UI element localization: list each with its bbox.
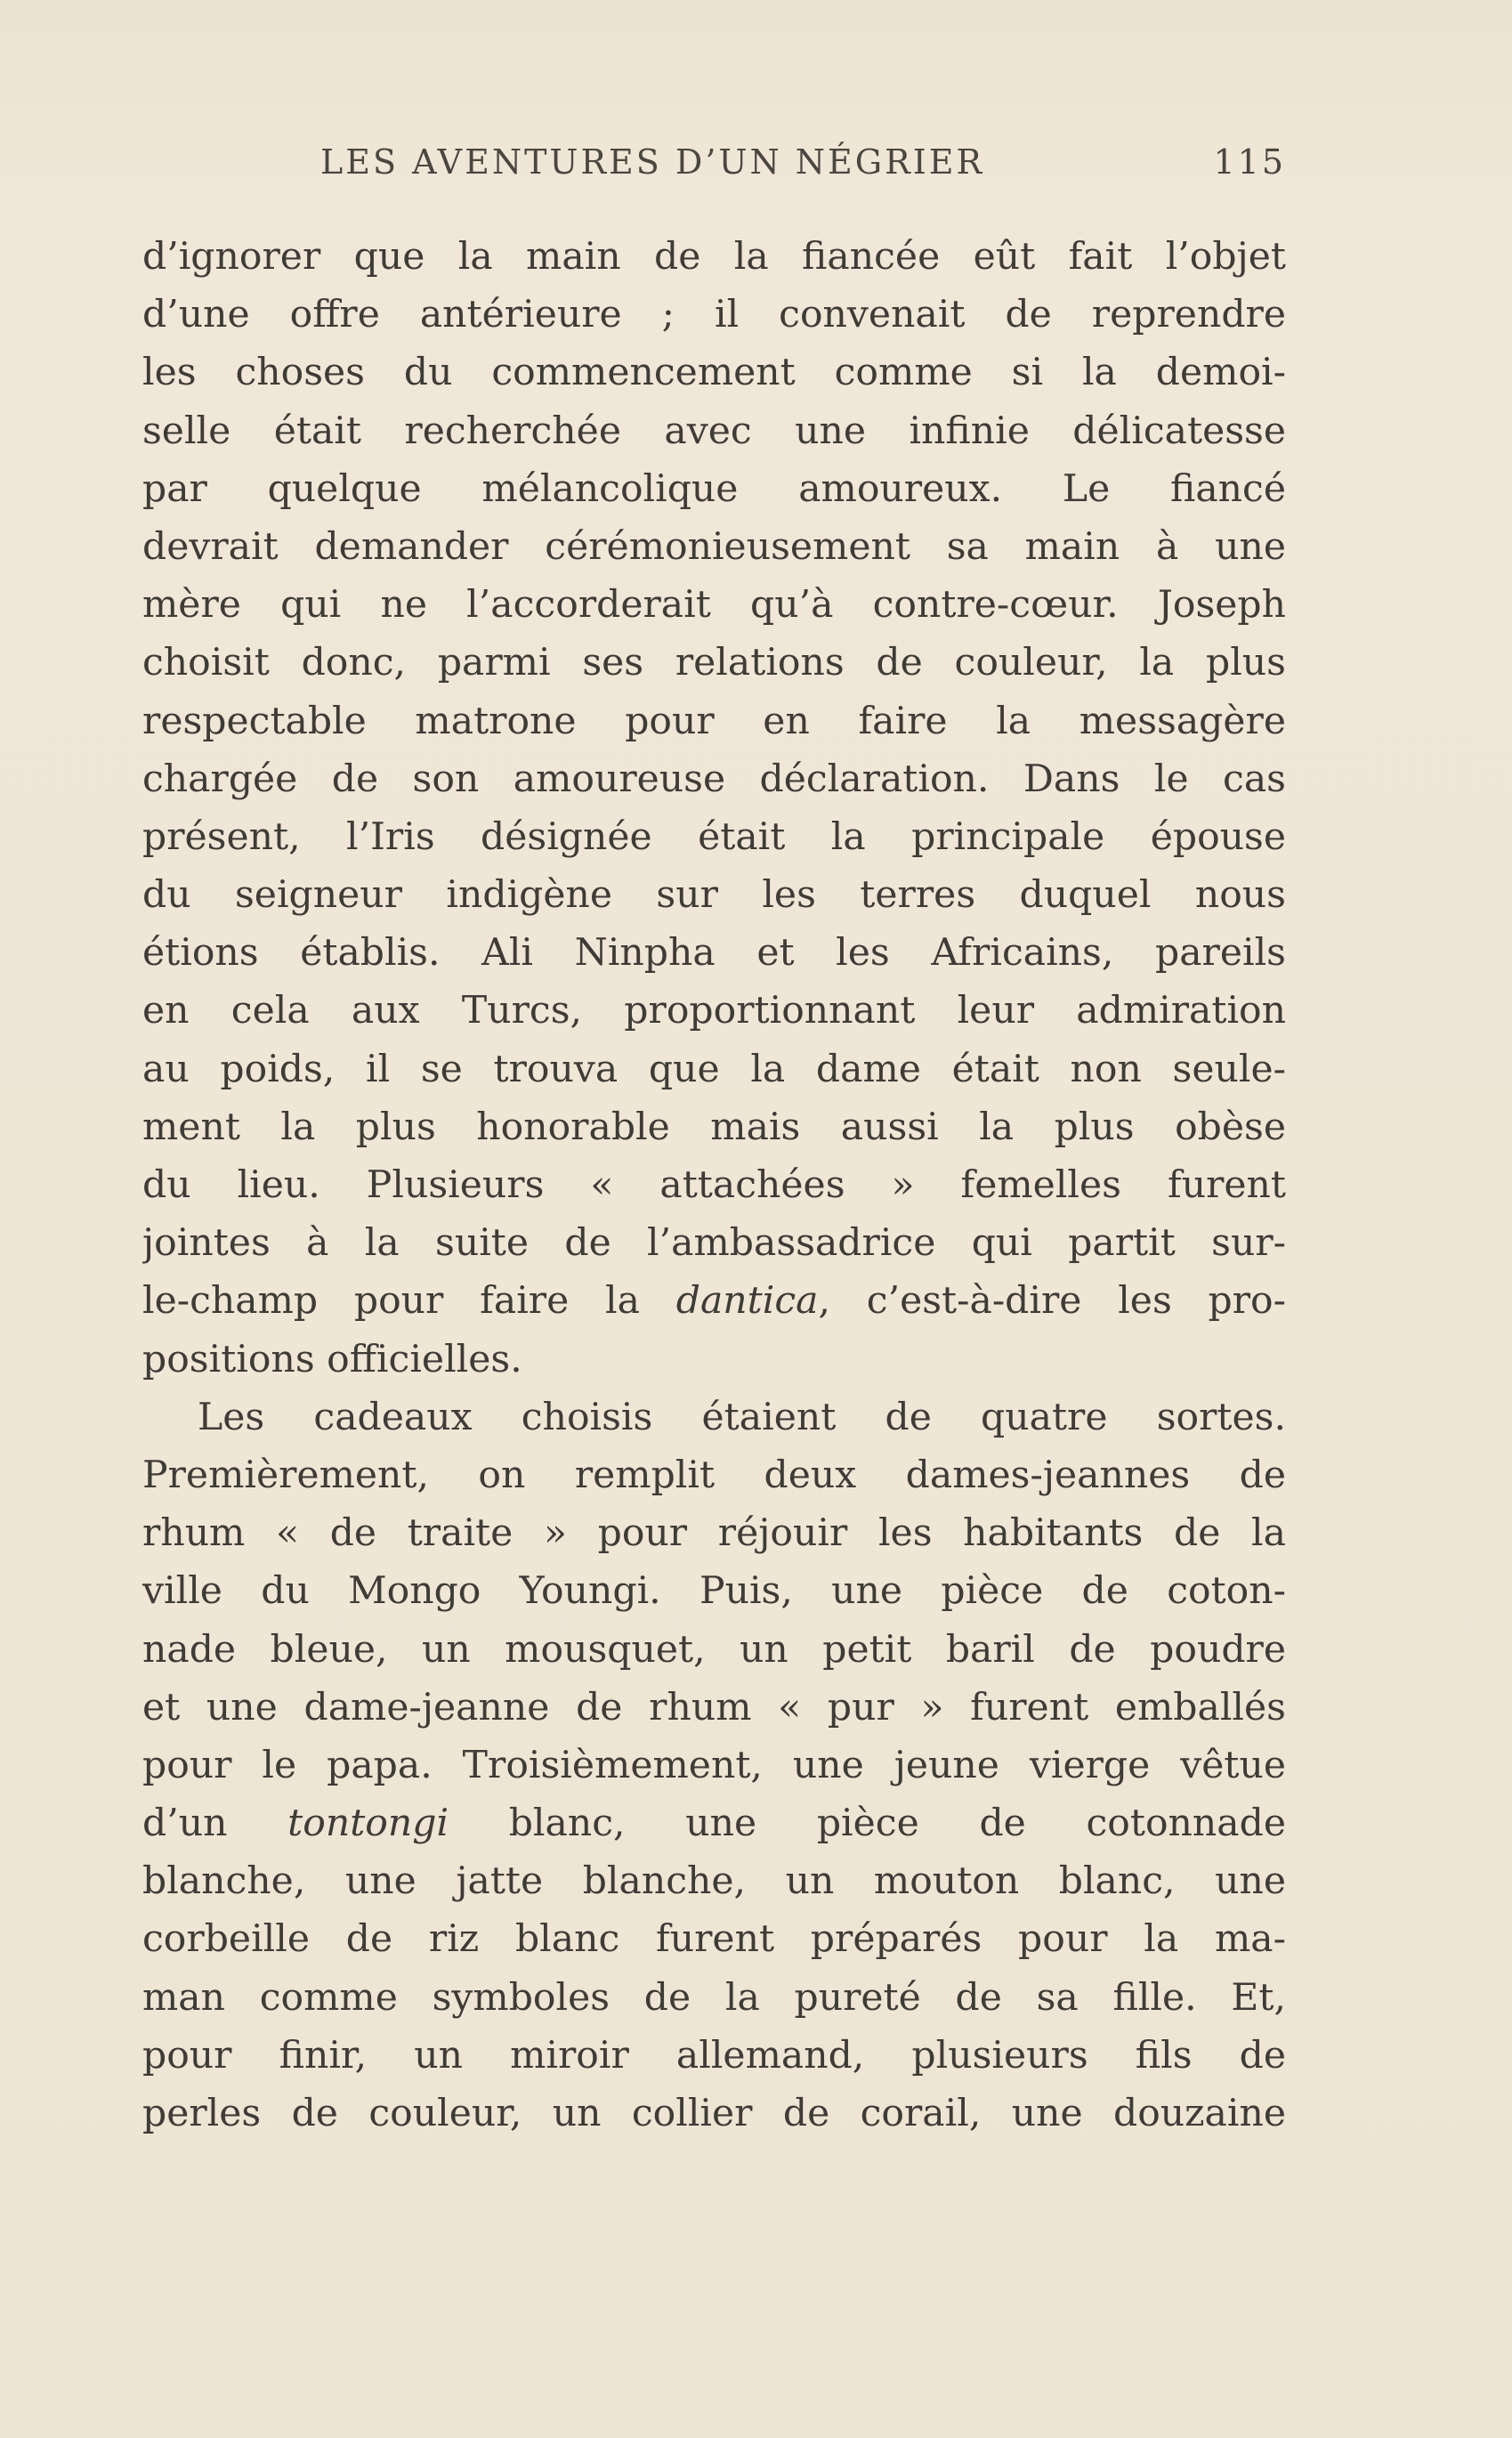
text-line: et une dame-jeanne de rhum « pur » furent emballés — [142, 1685, 1286, 1729]
text-line: ment la plus honorable mais aussi la plus obèse — [142, 1105, 1286, 1149]
paragraph-start-line: Les cadeaux choisis étaient de quatre sortes. — [198, 1395, 1286, 1439]
text-line: man comme symboles de la pureté de sa fille. Et, — [142, 1975, 1286, 2020]
text-line: les choses du commencement comme si la demoi- — [142, 351, 1286, 395]
text-line: du seigneur indigène sur les terres duquel nous — [142, 873, 1286, 918]
text-line: jointes à la suite de l’ambassadrice qui partit sur- — [142, 1221, 1286, 1266]
text-line: rhum « de traite » pour réjouir les habitants de la — [142, 1511, 1286, 1556]
text-line: devrait demander cérémonieusement sa main à une — [142, 524, 1286, 569]
text-segment: , c’est-à-dire les pro- — [818, 1279, 1286, 1324]
text-line: nade bleue, un mousquet, un petit baril de poudre — [142, 1627, 1286, 1672]
text-line: par quelque mélancolique amoureux. Le fiancé — [142, 466, 1286, 511]
text-line: présent, l’Iris désignée était la principale épouse — [142, 814, 1286, 859]
text-line: corbeille de riz blanc furent préparés pour la ma- — [142, 1917, 1286, 1962]
page-number: 115 — [1213, 142, 1286, 182]
running-title: LES AVENTURES D’UN NÉGRIER — [320, 142, 985, 182]
text-line: perles de couleur, un collier de corail, une douzaine — [142, 2092, 1286, 2135]
text-line: chargée de son amoureuse déclaration. Dans le cas — [142, 757, 1286, 801]
body-text — [142, 228, 1286, 2142]
text-line: ville du Mongo Youngi. Puis, une pièce de coton- — [142, 1569, 1286, 1614]
text-line: d’ignorer que la main de la fiancée eût fait l’objet — [142, 235, 1286, 279]
text-line: mère qui ne l’accorderait qu’à contre-cœur. Joseph — [142, 583, 1286, 628]
italic-term: tontongi — [287, 1802, 449, 1846]
text-line: au poids, il se trouva que la dame était non seule- — [142, 1047, 1286, 1091]
italic-term: dantica — [675, 1279, 819, 1324]
page-header — [142, 142, 1286, 196]
text-line-with-italic — [142, 1272, 1286, 1330]
text-line: choisit donc, parmi ses relations de couleur, la plus — [142, 641, 1286, 685]
text-line: blanche, une jatte blanche, un mouton blanc, une — [142, 1859, 1286, 1904]
text-line: pour le papa. Troisièmement, une jeune vierge vêtue — [142, 1743, 1286, 1787]
text-line: en cela aux Turcs, proportionnant leur admiration — [142, 989, 1286, 1033]
text-segment: d’un — [142, 1802, 288, 1846]
text-line-with-italic — [142, 1794, 1286, 1852]
paragraph-end-line: positions officielles. — [142, 1337, 522, 1381]
text-line: d’une offre antérieure ; il convenait de reprendre — [142, 293, 1286, 337]
text-line: du lieu. Plusieurs « attachées » femelles furent — [142, 1163, 1286, 1207]
text-line: selle était recherchée avec une infinie délicatesse — [142, 409, 1286, 453]
text-line: Premièrement, on remplit deux dames-jeannes de — [142, 1453, 1286, 1497]
text-line: respectable matrone pour en faire la messagère — [142, 699, 1286, 743]
text-line: pour finir, un miroir allemand, plusieurs fils de — [142, 2033, 1286, 2078]
text-segment: le-champ pour faire la — [142, 1279, 676, 1324]
text-line: étions établis. Ali Ninpha et les Africains, pareils — [142, 931, 1286, 976]
text-segment: blanc, une pièce de cotonnade — [449, 1802, 1286, 1846]
